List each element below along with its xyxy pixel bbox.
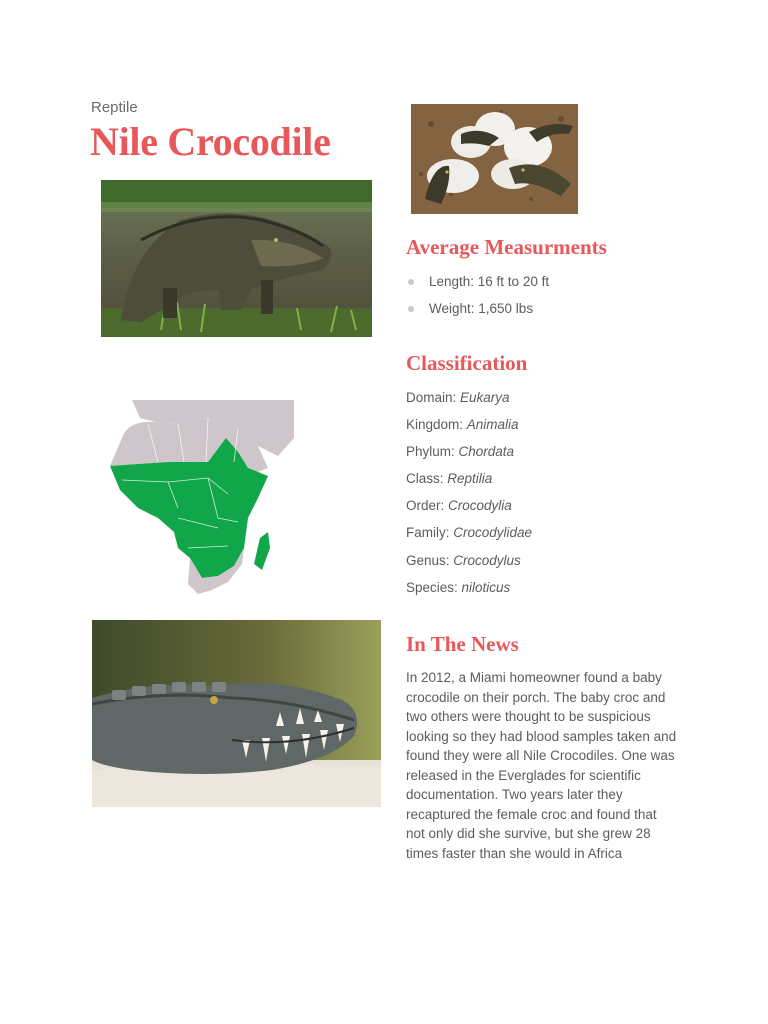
news-heading: In The News: [406, 632, 519, 656]
classification-heading: Classification: [406, 351, 528, 375]
classification-row-family: Family: Crocodylidae: [406, 525, 533, 541]
hatchlings-photo: [411, 104, 578, 214]
classification-row-order: Order: Crocodylia: [406, 498, 512, 514]
crocodile-walking-photo: [101, 180, 372, 337]
bullet-icon: [408, 306, 414, 312]
classification-row-species: Species: niloticus: [406, 579, 511, 595]
category-label: Reptile: [91, 99, 138, 116]
news-body: In 2012, a Miami homeowner found a baby crocodile on their porch. The baby croc and two others were thought to be suspicious looking so they had blood samples taken and found they were all Nile Crocodiles. One was released in the Everglades for scientific documentation. Two years later they recaptured the female croc and found that not only did she survive, but she grew 28 times faster than she would in Africa: [406, 670, 677, 861]
measurements-list: [406, 273, 549, 327]
crocodile-closeup-photo: [92, 620, 381, 807]
classification-row-phylum: Phylum: Chordata: [406, 444, 515, 460]
classification-row-domain: Domain: Eukarya: [406, 390, 510, 405]
classification-row-class: Class: Reptilia: [406, 471, 493, 487]
classification-row-kingdom: Kingdom: Animalia: [406, 417, 519, 433]
measurements-heading: Average Measurments: [406, 235, 607, 259]
page-title: Nile Crocodile: [90, 119, 331, 164]
classification-row-genus: Genus: Crocodylus: [406, 552, 521, 568]
bullet-icon: [408, 279, 414, 285]
measurement-item-length: Length: 16 ft to 20 ft: [406, 273, 549, 300]
classification-list: [406, 389, 532, 606]
measurement-item-weight: Weight: 1,650 lbs: [406, 300, 549, 327]
africa-range-map: [108, 398, 294, 596]
